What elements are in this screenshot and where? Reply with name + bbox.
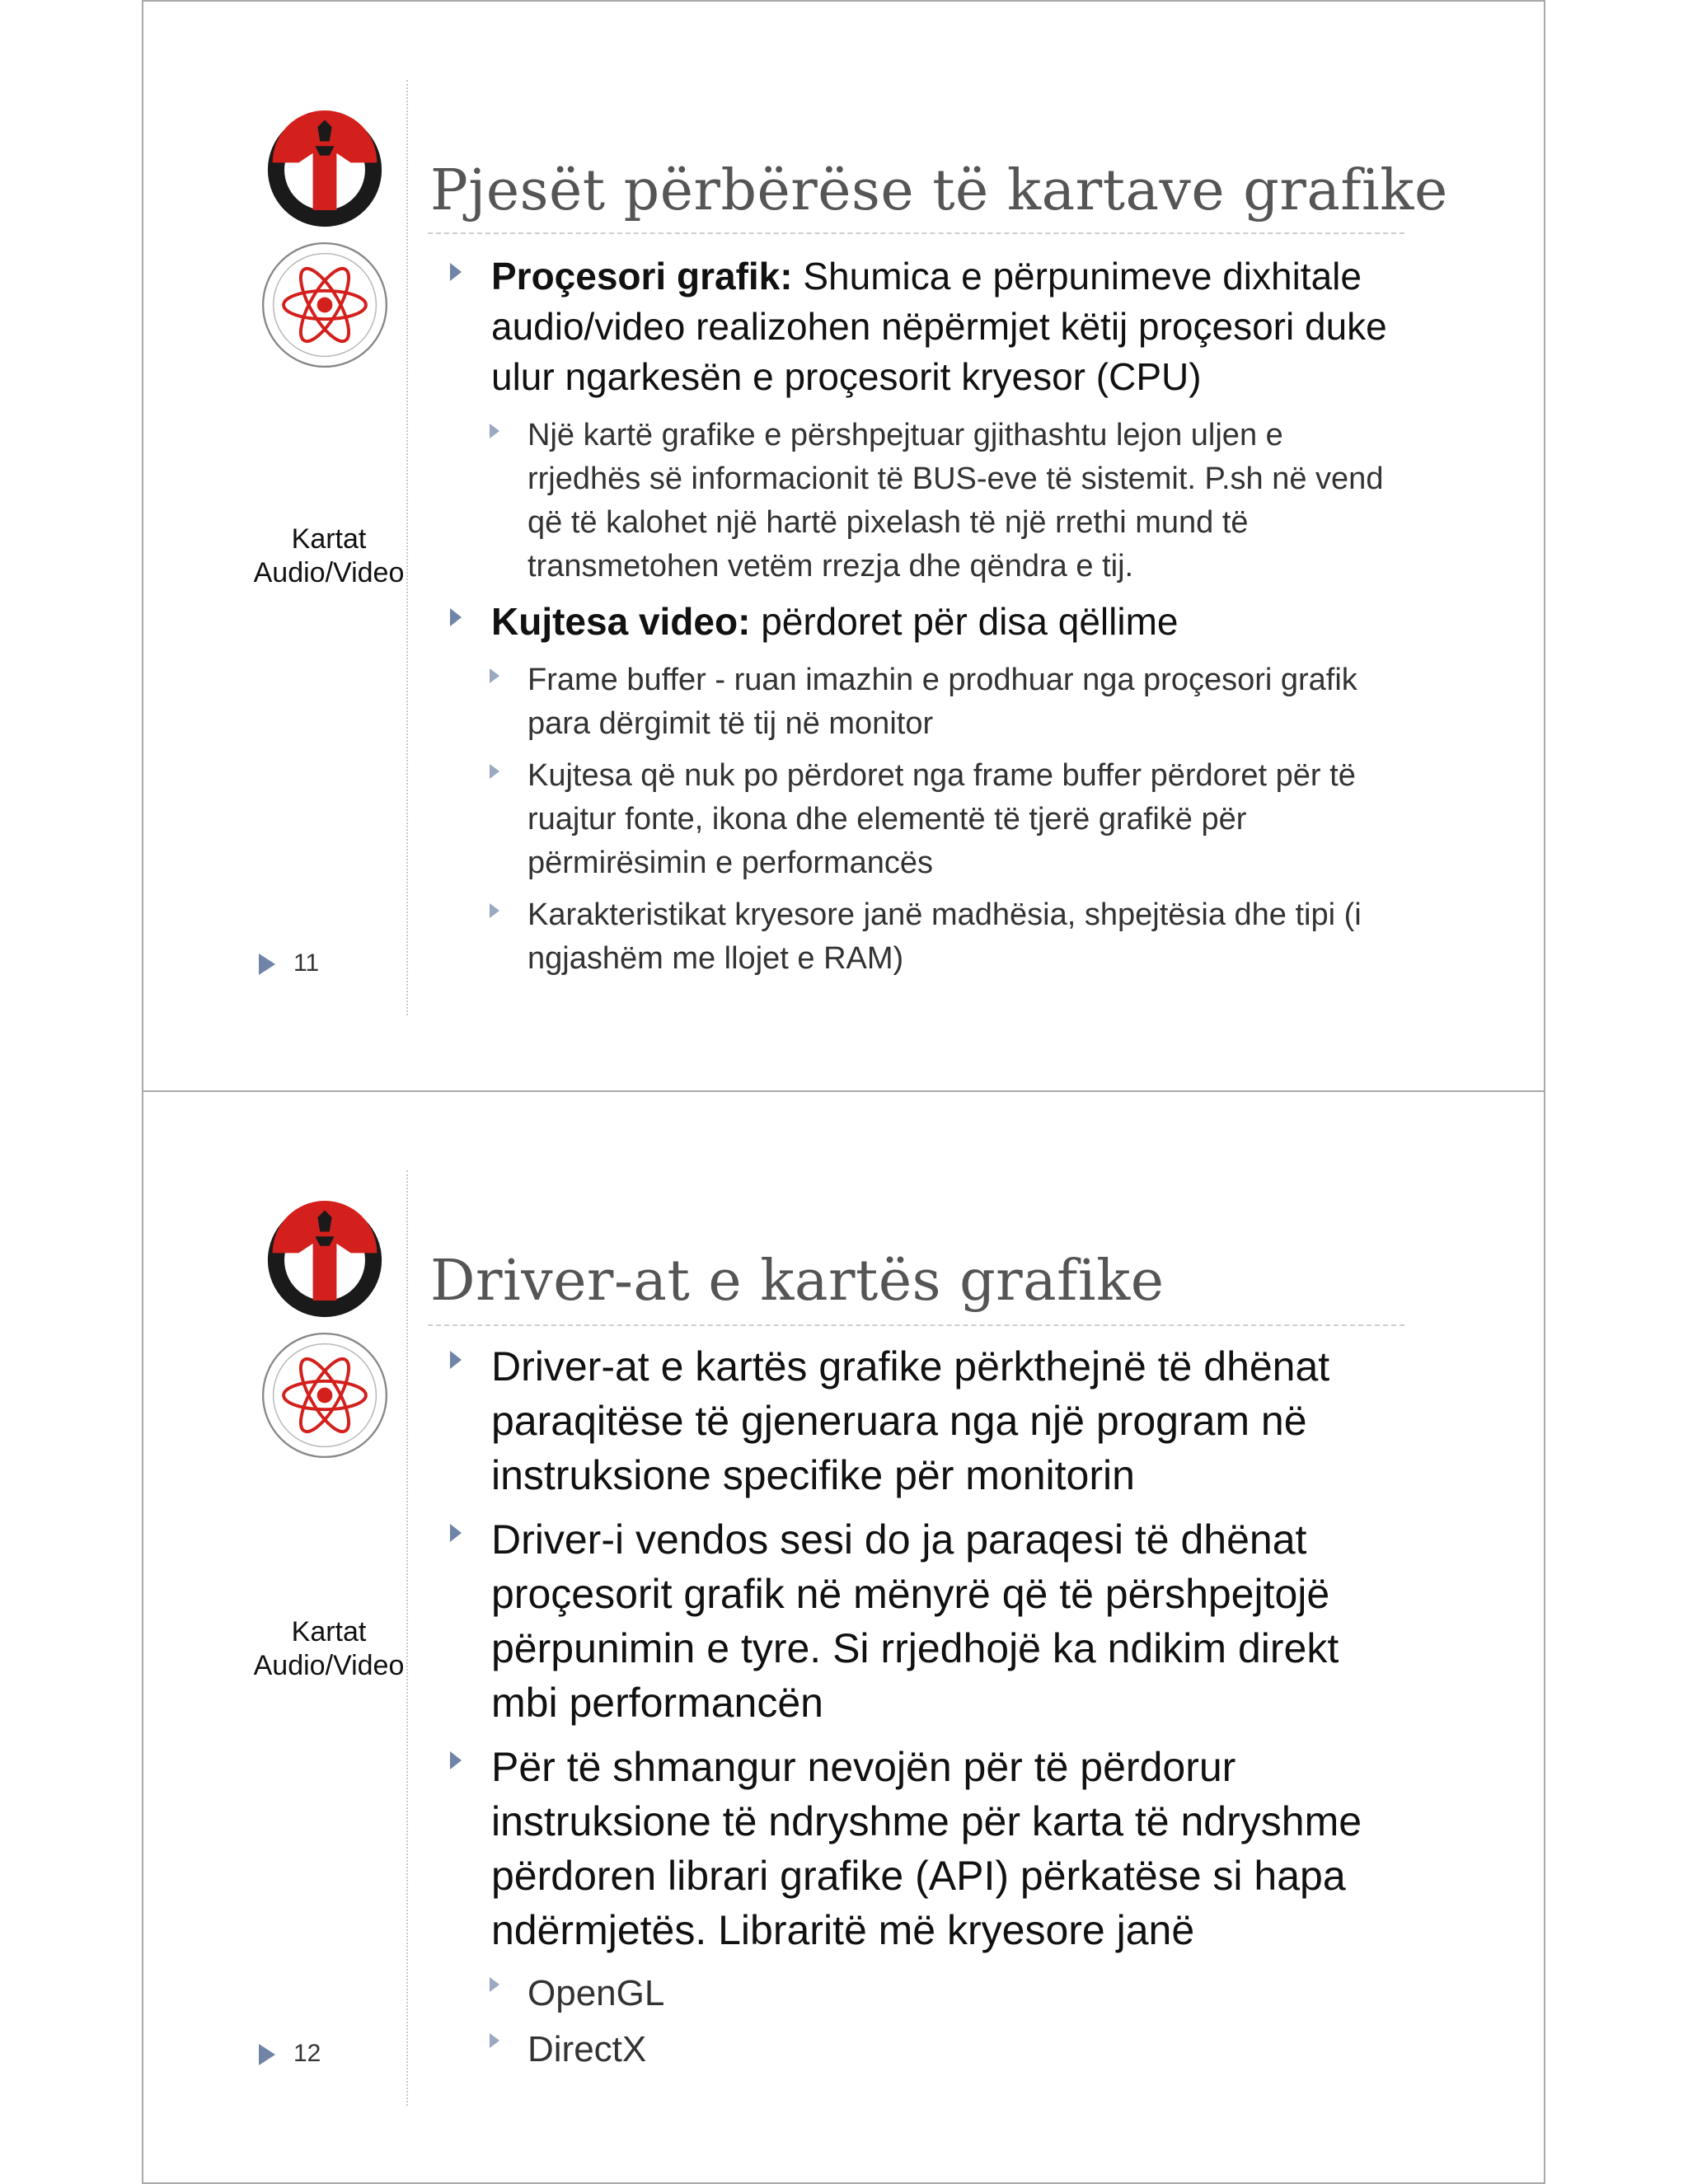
- university-of-tirana-logo: [265, 110, 384, 229]
- bullet-text: Për të shmangur nevojën për të përdorur instruksione të ndryshme për karta të ndryshme përdoren librari grafike (API) përkatëse si hapa ndërmjetës. Libraritë më kryesore janë: [491, 1744, 1362, 1953]
- sidebar-label-line2: Audio/Video: [253, 557, 405, 588]
- slide-title: Pjesët përbërëse të kartave grafike: [430, 158, 1448, 223]
- slide-11: [142, 0, 1545, 1092]
- page-number: [259, 2040, 321, 2068]
- bullet-label: Proçesori grafik:: [491, 255, 793, 298]
- sub-bullet: [440, 754, 1404, 885]
- bullet-graphics-processor: [440, 251, 1404, 402]
- slide-sidebar: [143, 1092, 415, 2182]
- sidebar-label-line2: Audio/Video: [253, 1650, 405, 1681]
- slide-content: [440, 251, 1404, 989]
- faculty-atom-logo: [260, 241, 389, 369]
- sidebar-label-line1: Kartat: [291, 523, 367, 555]
- sub-bullet-text: Karakteristikat kryesore janë madhësia, shpejtësia dhe tipi (i ngjashëm me llojet e RAM): [528, 898, 1362, 976]
- sub-bullet-triangle-icon: [490, 764, 499, 779]
- title-underline: [428, 1324, 1404, 1326]
- bullet-text: Shumica e përpunimeve dixhitale audio/video realizohen nëpërmjet këtij proçesori duke ulur ngarkesën e proçesorit kryesor (CPU): [491, 255, 1387, 398]
- sub-bullet-text: OpenGL: [528, 1973, 665, 2013]
- slide-title: Driver-at e kartës grafike: [430, 1249, 1165, 1314]
- page-number-text: 12: [293, 2040, 321, 2067]
- page-number-text: 11: [293, 949, 320, 977]
- sub-bullet: [440, 414, 1404, 588]
- sidebar-label-line1: Kartat: [291, 1616, 367, 1647]
- bullet-text: përdoret për disa qëllime: [750, 600, 1179, 643]
- bullet-triangle-icon: [259, 954, 275, 975]
- sub-bullet-directx: [440, 2023, 1404, 2076]
- sub-bullet: [440, 893, 1404, 981]
- sub-bullet-triangle-icon: [490, 2033, 499, 2048]
- bullet-triangle-icon: [450, 1751, 462, 1769]
- sub-bullet-triangle-icon: [490, 668, 499, 683]
- bullet-triangle-icon: [450, 1524, 462, 1542]
- sub-bullet-triangle-icon: [490, 1977, 499, 1992]
- sub-bullet-triangle-icon: [490, 424, 499, 438]
- sub-bullet-text: Një kartë grafike e përshpejtuar gjithashtu lejon uljen e rrjedhës së informacionit të BUS-eve të sistemit. P.sh në vend që të kalohet një hartë pixelash të një rrethi mund të transmetohen vetëm rrezja dhe qëndra e tij.: [528, 418, 1384, 583]
- sidebar-section-label: [234, 1615, 424, 1683]
- bullet-video-memory: [440, 597, 1404, 647]
- bullet-triangle-icon: [259, 2044, 275, 2065]
- title-underline: [428, 232, 1404, 234]
- bullet-graphics-api: [440, 1740, 1404, 1957]
- divider-line: [406, 1170, 408, 2106]
- slide-12: [142, 1090, 1545, 2184]
- bullet-driver-performance: [440, 1512, 1404, 1730]
- sidebar-section-label: [234, 523, 424, 590]
- sub-bullet-text: Frame buffer - ruan imazhin e prodhuar nga proçesori grafik para dërgimit të tij në monitor: [528, 663, 1357, 741]
- university-of-tirana-logo: [265, 1201, 384, 1319]
- bullet-triangle-icon: [450, 263, 462, 281]
- slide-sidebar: [143, 2, 415, 1090]
- bullet-triangle-icon: [450, 1351, 462, 1369]
- slide-content: [440, 1339, 1404, 2079]
- page-number: [259, 949, 319, 977]
- bullet-label: Kujtesa video:: [491, 600, 751, 643]
- divider-line: [406, 80, 408, 1015]
- sub-bullet-text: Kujtesa që nuk po përdoret nga frame buffer përdoret për të ruajtur fonte, ikona dhe elementë të tjerë grafikë për përmirësimin e performancës: [528, 758, 1356, 880]
- sub-bullet-triangle-icon: [490, 903, 499, 918]
- faculty-atom-logo: [260, 1331, 389, 1460]
- sub-bullet: [440, 658, 1404, 746]
- bullet-text: Driver-i vendos sesi do ja paraqesi të dhënat proçesorit grafik në mënyrë që të përshpejtojë përpunimin e tyre. Si rrjedhojë ka ndikim direkt mbi performancën: [491, 1516, 1339, 1726]
- bullet-triangle-icon: [450, 608, 462, 626]
- sub-bullet-text: DirectX: [528, 2029, 647, 2069]
- bullet-driver-translation: [440, 1339, 1404, 1502]
- sub-bullet-opengl: [440, 1967, 1404, 2020]
- bullet-text: Driver-at e kartës grafike përkthejnë të dhënat paraqitëse të gjeneruara nga një program në instruksione specifike për monitorin: [491, 1343, 1330, 1498]
